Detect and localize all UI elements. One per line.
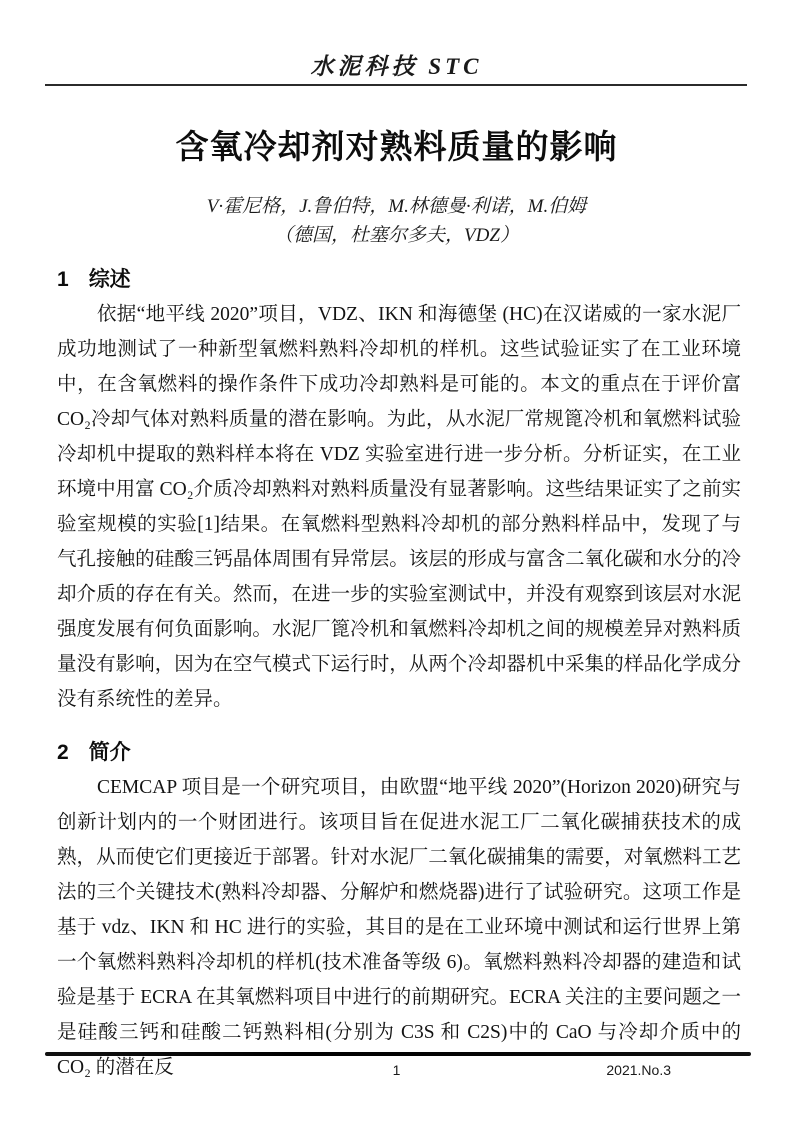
section-heading-overview: [57, 263, 131, 293]
article-affiliation: （德国，杜塞尔多夫，VDZ）: [274, 225, 519, 246]
article-title: 含氧冷却剂对熟料质量的影响: [175, 128, 618, 165]
footer-page-number: 1: [392, 1062, 401, 1078]
section-number: 2: [57, 741, 69, 764]
article-authors: V·霍尼格，J.鲁伯特，M.林德曼·利诺，M.伯姆: [206, 196, 587, 217]
section-heading-introduction: [57, 736, 131, 766]
footer-issue-label: 2021.No.3: [606, 1062, 671, 1078]
section-number: 1: [57, 268, 69, 291]
journal-header-title: 水泥科技 STC: [310, 54, 483, 79]
section-title: 综述: [88, 268, 131, 291]
footer-divider-rule: [45, 1052, 751, 1056]
header-divider-rule: [45, 84, 747, 86]
section-overview-paragraph: 依据“地平线 2020”项目，VDZ、IKN 和海德堡 (HC)在汉诺威的一家水泥厂成功地测试了一种新型氧燃料熟料冷却机的样机。这些试验证实了在工业环境中，在含氧燃料的操作条件下成功冷却熟料是可能的。本文的重点在于评价富 CO₂冷却气体对熟料质量的潜在影响。为此，从水泥厂常规篦冷机和氧燃料试验冷却机中提取的熟料样本将在 VDZ 实验室进行进一步分析。分析证实，在工业环境中用富 CO₂介质冷却熟料对熟料质量没有显著影响。这些结果证实了之前实验室规模的实验[1]结果。在氧燃料型熟料冷却机的部分熟料样品中，发现了与气孔接触的硅酸三钙晶体周围有异常层。该层的形成与富含二氧化碳和水分的冷却介质的存在有关。然而，在进一步的实验室测试中，并没有观察到该层对水泥强度发展有何负面影响。水泥厂篦冷机和氧燃料冷却机之间的规模差异对熟料质量没有影响，因为在空气模式下运行时，从两个冷却器机中采集的样品化学成分没有系统性的差异。: [57, 304, 741, 710]
section-introduction-paragraph: CEMCAP 项目是一个研究项目，由欧盟“地平线 2020”(Horizon 2020)研究与创新计划内的一个财团进行。该项目旨在促进水泥工厂二氧化碳捕获技术的成熟，从而使它们更接近于部署。针对水泥厂二氧化碳捕集的需要，对氧燃料工艺法的三个关键技术(熟料冷却器、分解炉和燃烧器)进行了试验研究。这项工作是基于 vdz、IKN 和 HC 进行的实验，其目的是在工业环境中测试和运行世界上第一个氧燃料熟料冷却机的样机(技术准备等级 6)。氧燃料熟料冷却器的建造和试验是基于 ECRA 在其氧燃料项目中进行的前期研究。ECRA 关注的主要问题之一是硅酸三钙和硅酸二钙熟料相(分别为 C3S 和 C2S)中的 CaO 与冷却介质中的 CO₂ 的潜在反: [57, 777, 741, 1078]
section-title: 简介: [88, 741, 131, 764]
